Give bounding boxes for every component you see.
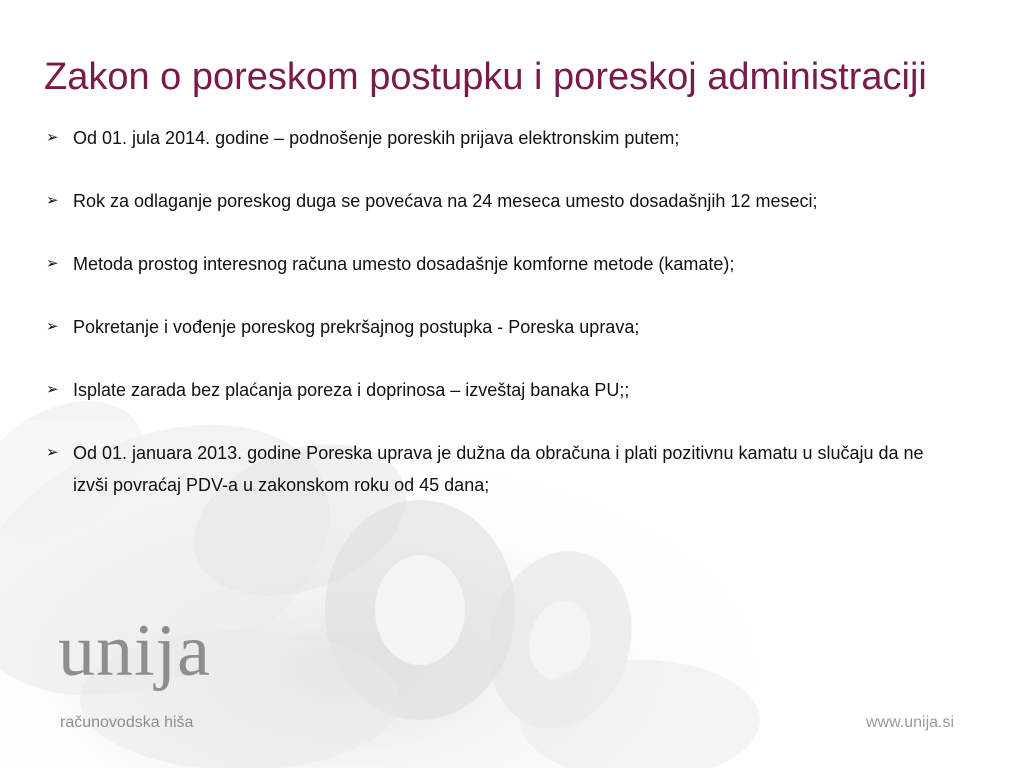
list-item xyxy=(46,311,946,343)
bullet-text: Metoda prostog interesnog računa umesto dosadašnje komforne metode (kamate); xyxy=(73,254,735,274)
bullet-list xyxy=(46,122,946,532)
bullet-text: Od 01. januara 2013. godine Poreska uprava je dužna da obračuna i plati pozitivnu kamatu u slučaju da ne izvši povraćaj PDV-a u zakonskom roku od 45 dana; xyxy=(73,443,924,495)
arrow-bullet-icon: ➢ xyxy=(46,192,59,209)
arrow-bullet-icon: ➢ xyxy=(46,318,59,335)
bullet-text: Pokretanje i vođenje poreskog prekršajnog postupka - Poreska uprava; xyxy=(73,317,640,337)
bullet-text: Od 01. jula 2014. godine – podnošenje poreskih prijava elektronskim putem; xyxy=(73,128,680,148)
website-url: www.unija.si xyxy=(866,714,955,731)
arrow-bullet-icon: ➢ xyxy=(46,381,59,398)
arrow-bullet-icon: ➢ xyxy=(46,444,59,461)
list-item xyxy=(46,248,946,280)
list-item xyxy=(46,185,946,217)
list-item xyxy=(46,374,946,406)
bullet-text: Isplate zarada bez plaćanja poreza i doprinosa – izveštaj banaka PU;; xyxy=(73,380,630,400)
page-title: Zakon o poreskom postupku i poreskoj administraciji xyxy=(44,56,927,98)
unija-logo: unija xyxy=(58,610,211,692)
list-item xyxy=(46,122,946,154)
list-item xyxy=(46,437,946,501)
logo-subtitle: računovodska hiša xyxy=(60,714,194,731)
arrow-bullet-icon: ➢ xyxy=(46,129,59,146)
bullet-text: Rok za odlaganje poreskog duga se povećava na 24 meseca umesto dosadašnjih 12 meseci; xyxy=(73,191,818,211)
arrow-bullet-icon: ➢ xyxy=(46,255,59,272)
